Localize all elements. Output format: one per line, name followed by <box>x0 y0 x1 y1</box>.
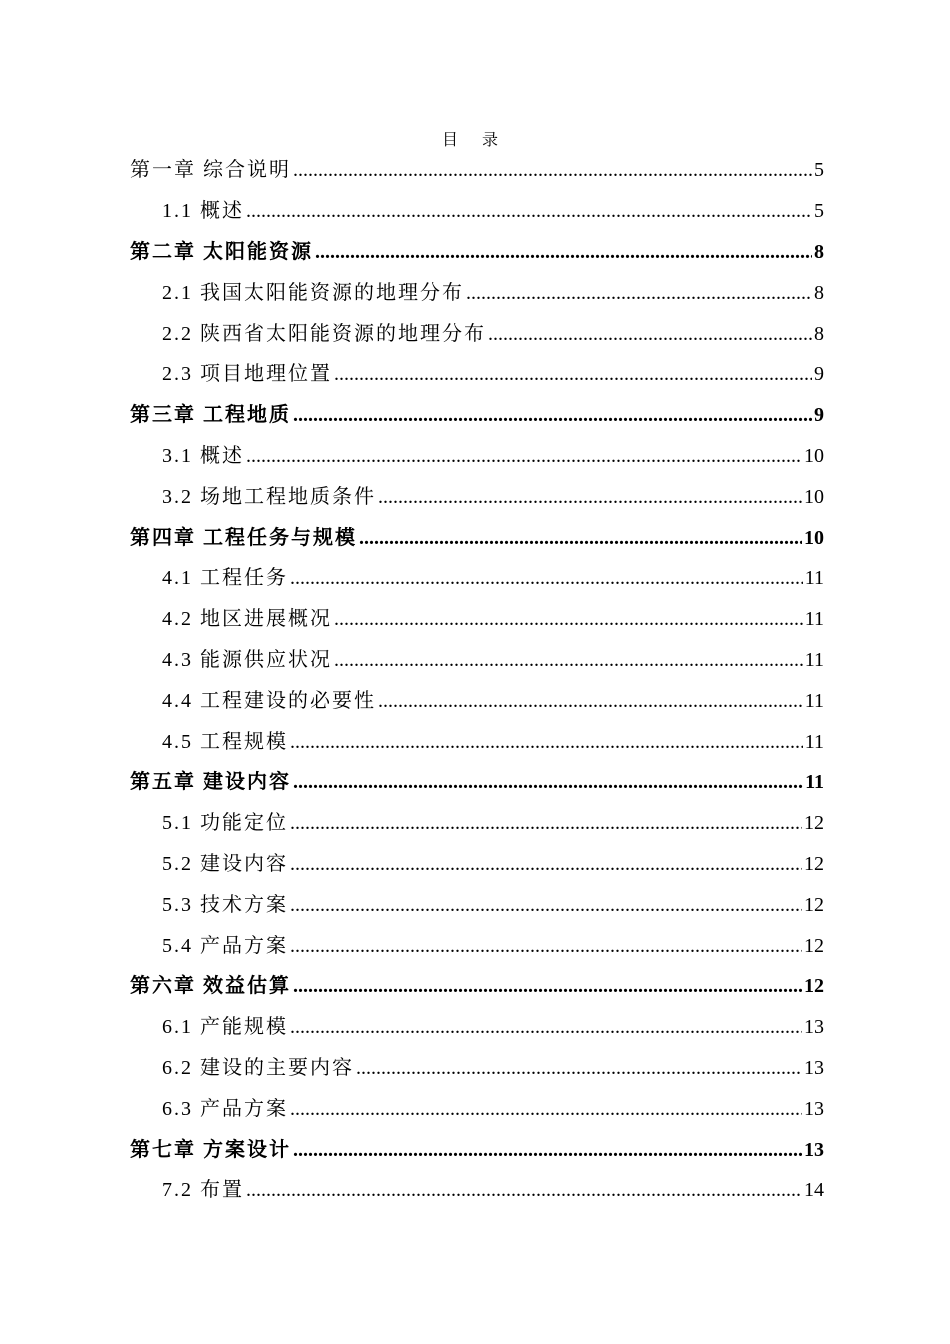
toc-dot-leader <box>290 893 802 917</box>
toc-entry-label: 5.4 产品方案 <box>162 934 288 957</box>
toc-dot-leader <box>378 689 803 713</box>
toc-page-number: 12 <box>804 975 824 998</box>
toc-dot-leader <box>293 158 812 182</box>
toc-section-entry[interactable] <box>130 436 824 477</box>
toc-dot-leader <box>356 1056 802 1080</box>
toc-chapter-entry[interactable] <box>130 762 824 803</box>
toc-dot-leader <box>334 648 803 672</box>
toc-page-number: 8 <box>814 281 824 304</box>
toc-page-number: 5 <box>814 159 824 182</box>
toc-dot-leader <box>290 566 803 590</box>
toc-dot-leader <box>293 770 803 794</box>
toc-entry-label: 第三章 工程地质 <box>130 404 291 427</box>
toc-page-number: 12 <box>804 812 824 835</box>
toc-page-number: 11 <box>804 689 824 712</box>
toc-page-number: 12 <box>804 934 824 957</box>
toc-entry-label: 4.5 工程规模 <box>162 730 288 753</box>
toc-page-number: 10 <box>804 526 824 549</box>
toc-dot-leader <box>359 526 802 550</box>
toc-section-entry[interactable] <box>130 640 824 681</box>
toc-entry-label: 4.3 能源供应状况 <box>162 648 332 671</box>
toc-entry-label: 第六章 效益估算 <box>130 975 291 998</box>
toc-page-number: 13 <box>804 1056 824 1079</box>
toc-dot-leader <box>293 974 802 998</box>
toc-section-entry[interactable] <box>130 884 824 925</box>
toc-entry-label: 4.4 工程建设的必要性 <box>162 689 376 712</box>
toc-dot-leader <box>246 444 802 468</box>
toc-section-entry[interactable] <box>130 844 824 885</box>
toc-page-number: 13 <box>804 1097 824 1120</box>
toc-section-entry[interactable] <box>130 1048 824 1089</box>
toc-entry-label: 第一章 综合说明 <box>130 159 291 182</box>
toc-page-number: 12 <box>804 893 824 916</box>
toc-section-entry[interactable] <box>130 721 824 762</box>
toc-dot-leader <box>290 1097 802 1121</box>
toc-page-number: 11 <box>804 567 824 590</box>
toc-page-number: 5 <box>814 200 824 223</box>
toc-dot-leader <box>246 1178 802 1202</box>
toc-section-entry[interactable] <box>130 1170 824 1211</box>
toc-dot-leader <box>334 362 812 386</box>
toc-page-number: 11 <box>804 730 824 753</box>
toc-page-number: 12 <box>804 852 824 875</box>
toc-title: 目 录 <box>441 132 508 149</box>
toc-entry-label: 6.1 产能规模 <box>162 1016 288 1039</box>
toc-page-number: 14 <box>804 1179 824 1202</box>
toc-section-entry[interactable] <box>130 1088 824 1129</box>
toc-entry-label: 第七章 方案设计 <box>130 1138 291 1161</box>
toc-entry-label: 4.1 工程任务 <box>162 567 288 590</box>
toc-dot-leader <box>488 322 812 346</box>
toc-page-number: 13 <box>804 1016 824 1039</box>
toc-chapter-entry[interactable] <box>130 232 824 273</box>
toc-dot-leader <box>290 934 802 958</box>
toc-entry-label: 3.2 场地工程地质条件 <box>162 485 376 508</box>
toc-section-entry[interactable] <box>130 1007 824 1048</box>
toc-dot-leader <box>466 281 812 305</box>
toc-entry-label: 第四章 工程任务与规模 <box>130 526 357 549</box>
toc-dot-leader <box>290 811 802 835</box>
toc-dot-leader <box>334 607 803 631</box>
toc-section-entry[interactable] <box>130 925 824 966</box>
toc-page-number: 8 <box>814 322 824 345</box>
toc-page-number: 11 <box>804 648 824 671</box>
toc-page-number: 8 <box>814 240 824 263</box>
toc-entry-label: 6.2 建设的主要内容 <box>162 1056 354 1079</box>
toc-dot-leader <box>246 199 812 223</box>
toc-dot-leader <box>290 730 803 754</box>
toc-entry-label: 3.1 概述 <box>162 444 244 467</box>
toc-section-entry[interactable] <box>130 354 824 395</box>
toc-entry-label: 第二章 太阳能资源 <box>130 240 313 263</box>
toc-page-number: 10 <box>804 444 824 467</box>
toc-entry-label: 5.3 技术方案 <box>162 893 288 916</box>
toc-page-number: 9 <box>814 404 824 427</box>
toc-page-number: 13 <box>804 1138 824 1161</box>
toc-section-entry[interactable] <box>130 313 824 354</box>
toc-entry-label: 5.2 建设内容 <box>162 852 288 875</box>
table-of-contents <box>130 150 824 1211</box>
toc-page-number: 10 <box>804 485 824 508</box>
toc-entry-label: 1.1 概述 <box>162 200 244 223</box>
toc-section-entry[interactable] <box>130 272 824 313</box>
toc-chapter-entry[interactable] <box>130 966 824 1007</box>
toc-dot-leader <box>315 240 812 264</box>
toc-entry-label: 6.3 产品方案 <box>162 1097 288 1120</box>
toc-entry-label: 第五章 建设内容 <box>130 771 291 794</box>
toc-page-number: 9 <box>814 363 824 386</box>
toc-dot-leader <box>293 1138 802 1162</box>
toc-entry-label: 2.3 项目地理位置 <box>162 363 332 386</box>
toc-chapter-entry[interactable] <box>130 517 824 558</box>
toc-entry-label: 7.2 布置 <box>162 1179 244 1202</box>
toc-section-entry[interactable] <box>130 191 824 232</box>
toc-entry-label: 5.1 功能定位 <box>162 812 288 835</box>
toc-entry-label: 2.1 我国太阳能资源的地理分布 <box>162 281 464 304</box>
toc-entry-label: 4.2 地区进展概况 <box>162 608 332 631</box>
toc-dot-leader <box>293 403 812 427</box>
toc-dot-leader <box>290 852 802 876</box>
toc-chapter-entry[interactable] <box>130 150 824 191</box>
toc-section-entry[interactable] <box>130 476 824 517</box>
toc-section-entry[interactable] <box>130 558 824 599</box>
toc-section-entry[interactable] <box>130 803 824 844</box>
toc-page-number: 11 <box>805 771 824 794</box>
toc-dot-leader <box>290 1015 802 1039</box>
toc-page-number: 11 <box>804 608 824 631</box>
toc-chapter-entry[interactable] <box>130 1129 824 1170</box>
toc-section-entry[interactable] <box>130 680 824 721</box>
toc-chapter-entry[interactable] <box>130 395 824 436</box>
toc-dot-leader <box>378 485 802 509</box>
toc-section-entry[interactable] <box>130 599 824 640</box>
toc-entry-label: 2.2 陕西省太阳能资源的地理分布 <box>162 322 486 345</box>
